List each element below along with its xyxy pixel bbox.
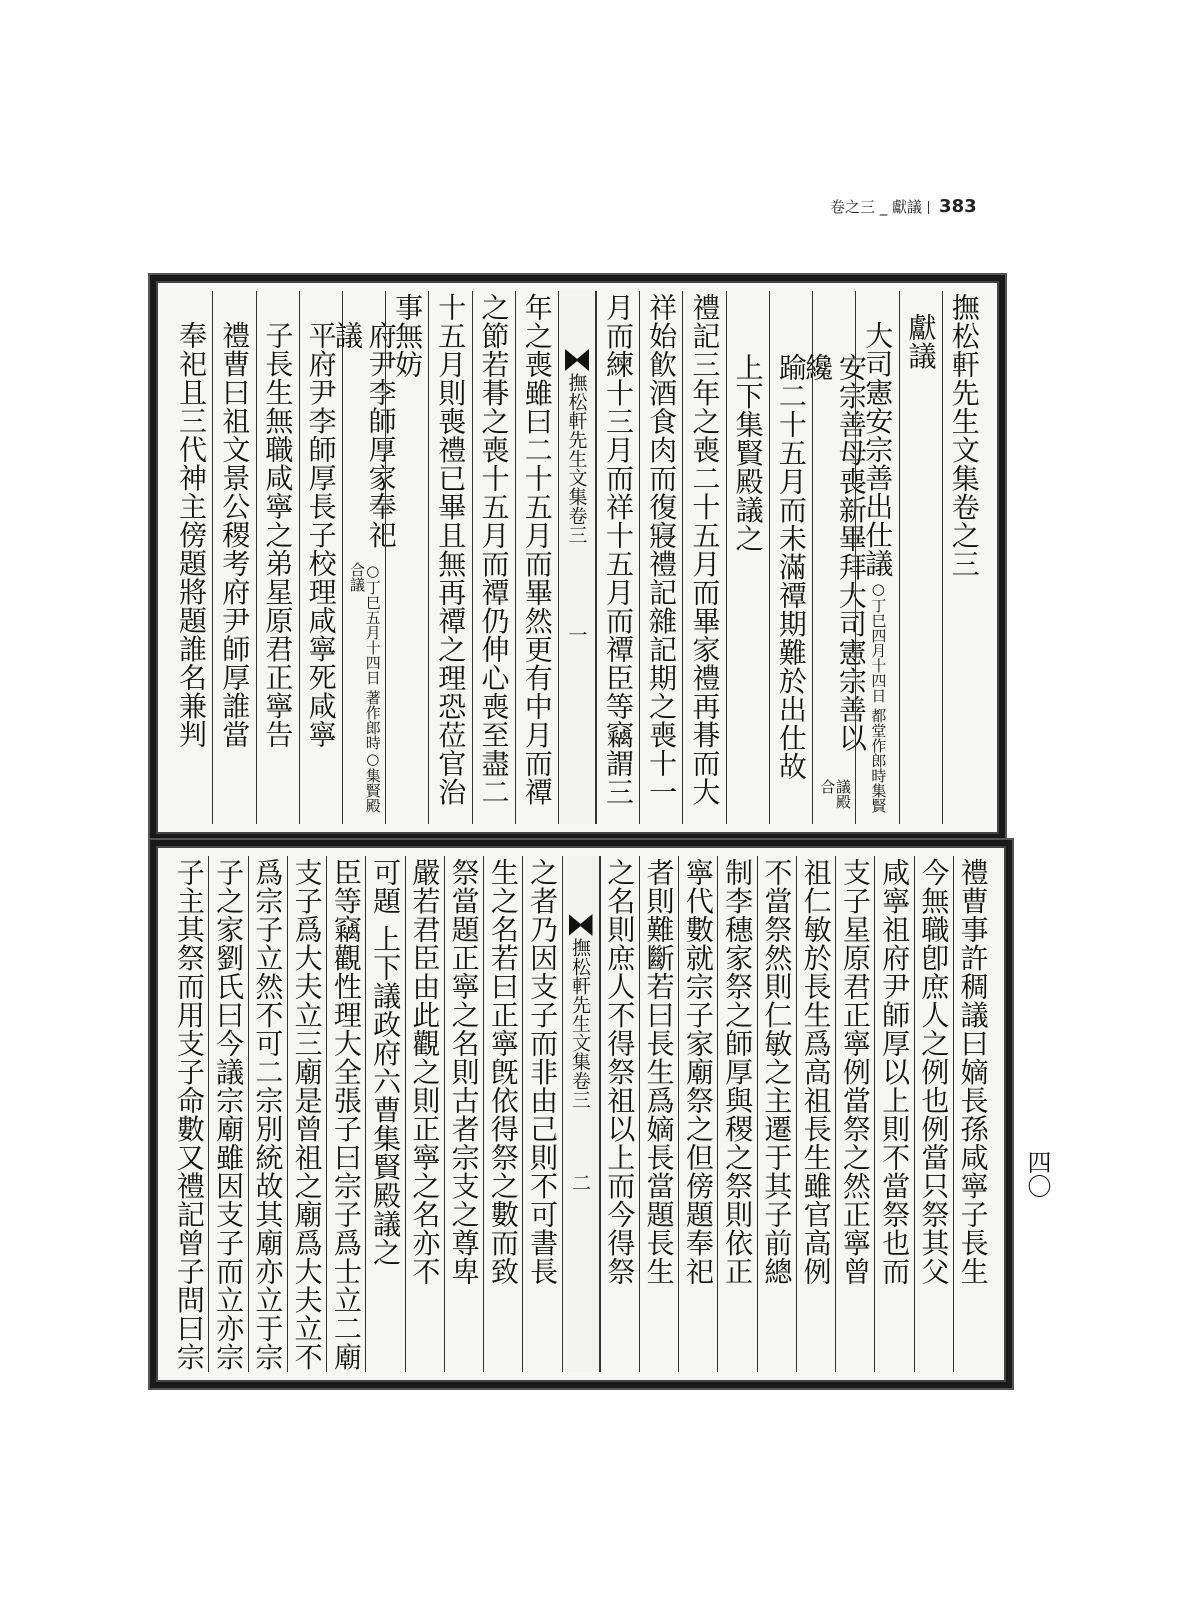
text-column — [855, 291, 898, 824]
text-column — [522, 856, 561, 1372]
column-text: 撫松軒先生文集卷之三 — [947, 293, 981, 578]
column-text: 十五月則喪禮已畢且無再禫之理恐莅官治 — [434, 293, 468, 806]
text-column — [170, 856, 208, 1372]
column-text: 不當祭然則仁敏之主遷于其子前總 — [760, 858, 794, 1286]
column-text: 禮曹事許稠議曰嫡長孫咸寧子長生 — [956, 858, 990, 1286]
column-text: 爲宗子立然不可二宗別統故其廟亦立于宗 — [251, 858, 285, 1371]
column-text: 制李穗家祭之師厚與稷之祭則依正 — [721, 858, 755, 1286]
text-column — [639, 291, 682, 824]
text-column — [256, 291, 299, 824]
banner-title: 撫松軒先生文集卷三 — [565, 373, 588, 544]
woodblock-leaf-bottom — [150, 840, 1012, 1388]
margin-page-number: 四〇 — [1023, 1150, 1051, 1198]
column-text: 禮記三年之喪二十五月而畢家禮再朞而大 — [688, 293, 722, 806]
woodblock-leaf-top — [150, 275, 1005, 840]
column-text: 踰二十五月而未滿禫期難於出仕故 — [774, 353, 808, 781]
folio-number: 二 — [569, 1173, 591, 1192]
text-column — [796, 856, 835, 1372]
text-column — [212, 291, 255, 824]
annotation-note: ○丁巳五月十四日 著作郎時○集賢殿合議 — [348, 562, 382, 813]
fish-tail-mark-icon — [569, 914, 593, 936]
column-text: 年之喪雖曰二十五月而畢然更有中月而禫 — [520, 293, 554, 806]
column-text: 可題 上下議政府六曹集賢殿議之 — [369, 858, 403, 1267]
text-column — [899, 291, 942, 824]
fish-tail-mark-icon — [565, 349, 589, 371]
column-text: 上下集賢殿議之 — [731, 353, 765, 553]
text-column — [444, 856, 483, 1372]
column-text: 者則難斷若曰長生爲嫡長當題長生 — [642, 858, 676, 1286]
column-text: 禮曹曰祖文景公稷考府尹師厚誰當 — [218, 321, 252, 749]
text-column — [874, 856, 913, 1372]
column-text: 子主其祭而用支子命數又禮記曾子問曰宗 — [172, 858, 206, 1371]
banner-center-column — [558, 291, 596, 824]
header-divider — [928, 201, 929, 214]
text-column — [365, 856, 404, 1372]
column-text: 事無妨 — [391, 293, 425, 379]
text-column — [757, 856, 796, 1372]
column-text: 生之名若曰正寧旣依得祭之數而致 — [486, 858, 520, 1286]
column-text: 子之家劉氏曰今議宗廟雖因支子而立亦宗 — [212, 858, 246, 1371]
column-text: 子長生無職咸寧之弟星原君正寧告 — [261, 321, 295, 749]
column-text: 祖仁敏於長生爲高祖長生雖官高例 — [799, 858, 833, 1286]
text-column — [953, 856, 992, 1372]
text-columns-bottom — [170, 856, 992, 1372]
column-text: 咸寧祖府尹師厚以上則不當祭也而 — [878, 858, 912, 1286]
text-column — [472, 291, 515, 824]
column-text: 之節若朞之喪十五月而禫仍伸心喪至盡二 — [477, 293, 511, 806]
text-column — [208, 856, 247, 1372]
text-column — [331, 291, 398, 824]
column-text: 月而練十三月而祥十五月而禫臣等竊謂三 — [601, 293, 635, 806]
column-text: 之者乃因支子而非由己則不可書長 — [526, 858, 560, 1286]
column-text: 祭當題正寧之名則古者宗支之尊卑 — [447, 858, 481, 1286]
running-header — [830, 196, 977, 217]
annotation-note: 議殿合 — [818, 779, 852, 810]
column-text: 平府尹李師厚長子校理咸寧死咸寧 — [304, 321, 338, 749]
text-column — [248, 856, 287, 1372]
folio-number: 一 — [565, 625, 588, 644]
column-text: 之名則庶人不得祭祖以上而今得祭 — [603, 858, 637, 1286]
text-column — [726, 291, 769, 824]
text-column — [801, 291, 868, 824]
column-text: 奉祀且三代神主傍題將題誰名兼判 — [174, 321, 208, 749]
column-text: 嚴若君臣由此觀之則正寧之名亦不 — [408, 858, 442, 1286]
text-column — [405, 856, 444, 1372]
column-text: 獻議 — [904, 313, 938, 370]
column-text: 支子星原君正寧例當祭之然正寧曾 — [838, 858, 872, 1286]
text-column — [385, 291, 428, 824]
column-text: 安宗善母喪新畢拜大司憲宗善以纔 — [801, 353, 868, 752]
text-column — [428, 291, 471, 824]
banner-title: 撫松軒先生文集卷三 — [569, 938, 591, 1109]
text-column — [682, 291, 725, 824]
text-column — [596, 291, 639, 824]
text-column — [942, 291, 985, 824]
annotation-note: ○丁巳四月十四日 都堂作郎時集賢 — [869, 579, 888, 813]
column-text: 寧代數就宗子家廟祭之但傍題奉祀 — [681, 858, 715, 1286]
text-column — [483, 856, 522, 1372]
text-column — [835, 856, 874, 1372]
text-column — [600, 856, 639, 1372]
column-text: 支子爲大夫立三廟是曾祖之廟爲大夫立不 — [290, 858, 324, 1371]
text-columns-top — [170, 291, 985, 824]
text-column — [287, 856, 326, 1372]
text-column — [515, 291, 558, 824]
column-text: 府尹李師厚家奉祀議 — [331, 321, 398, 549]
text-column — [639, 856, 678, 1372]
text-column — [678, 856, 717, 1372]
column-text: 祥始飮酒食肉而復寢禮記雜記期之喪十一 — [645, 293, 679, 806]
banner-center-column — [562, 856, 600, 1372]
text-column — [326, 856, 365, 1372]
section-label: 卷之三 _ 獻議 — [830, 198, 923, 216]
column-text: 今無職卽庶人之例也例當只祭其父 — [917, 858, 951, 1286]
text-column — [717, 856, 756, 1372]
column-text: 臣等竊觀性理大全張子曰宗子爲士立二廟 — [329, 858, 363, 1371]
column-text: 大司憲安宗善出仕議 — [861, 321, 895, 578]
page-number: 383 — [939, 196, 977, 217]
text-column — [914, 856, 953, 1372]
text-column — [170, 291, 212, 824]
